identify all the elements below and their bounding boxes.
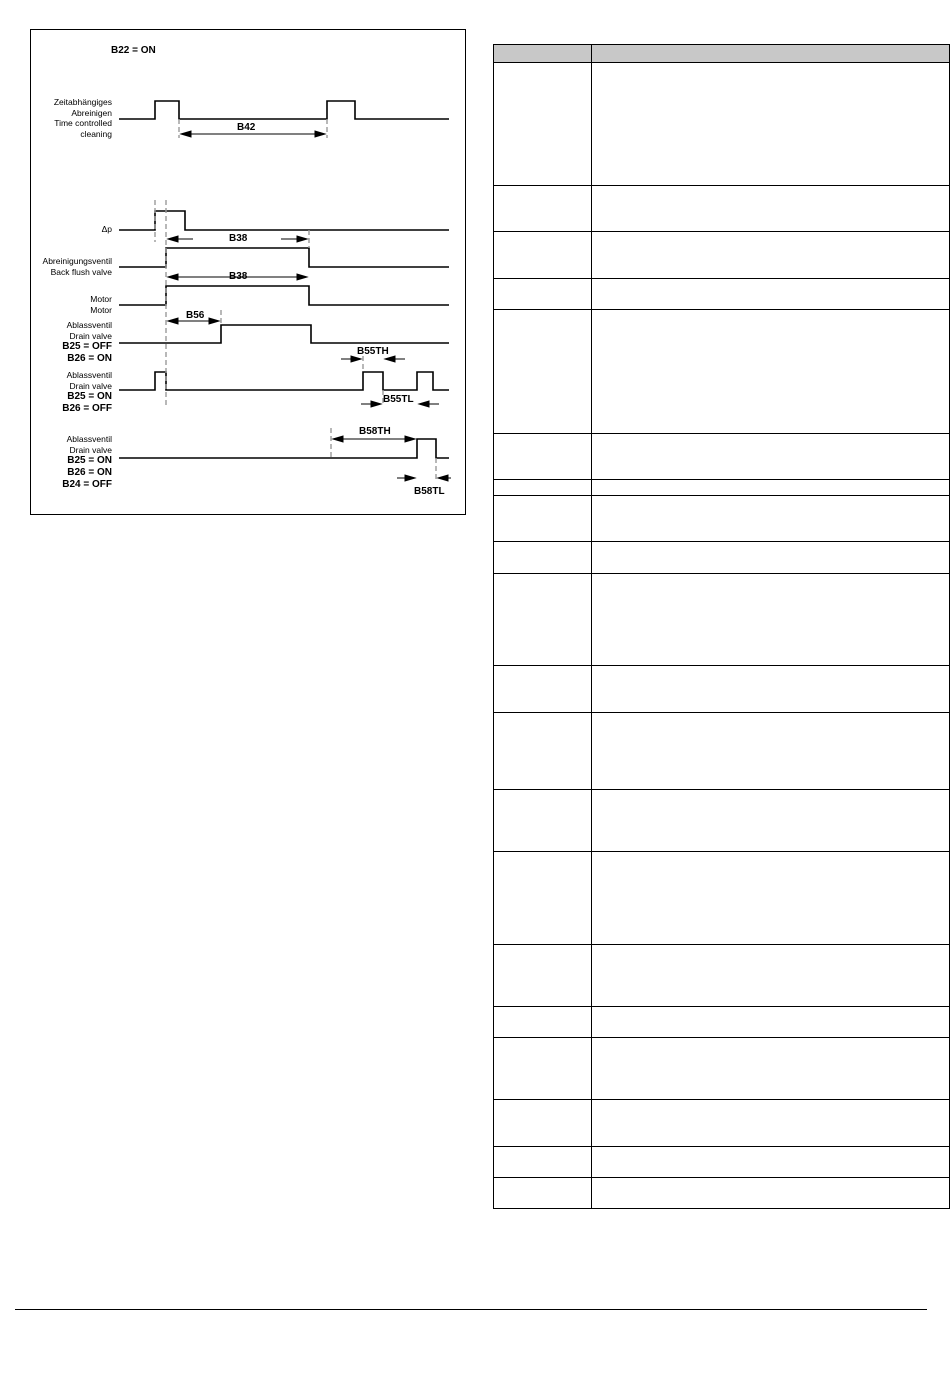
row-label-motor: Motor Motor [90, 294, 112, 315]
table-header-cell [592, 45, 950, 63]
table-header-row [494, 45, 950, 63]
param-b58th: B58TH [359, 426, 391, 437]
trace-drain-1 [119, 325, 449, 343]
param-b55th: B55TH [357, 346, 389, 357]
table-row [494, 232, 950, 279]
table-row [494, 945, 950, 1007]
trace-drain-2 [119, 372, 449, 390]
table-row [494, 1147, 950, 1178]
row-label-time-cleaning: Zeitabhängiges Abreinigen Time controlled cleaning [53, 97, 112, 139]
table-row [494, 790, 950, 852]
row-label-drain-1: Ablassventil Drain valve B25 = OFF B26 = ON [62, 320, 112, 364]
row-label-drain-2: Ablassventil Drain valve B25 = ON B26 = OFF [62, 370, 112, 414]
table-row [494, 496, 950, 542]
param-b55tl: B55TL [383, 394, 414, 405]
param-b56: B56 [186, 310, 205, 321]
row-label-delta-p: Δp [101, 224, 112, 234]
table-row [494, 574, 950, 666]
param-b58tl: B58TL [414, 486, 445, 497]
table-row [494, 310, 950, 434]
table-row [494, 713, 950, 790]
table-row [494, 1178, 950, 1209]
param-b42: B42 [237, 122, 256, 133]
table-row [494, 542, 950, 574]
table-row [494, 1100, 950, 1147]
trace-motor [119, 286, 449, 305]
parameter-table [493, 44, 950, 1209]
table-row [494, 186, 950, 232]
footer-rule [15, 1309, 927, 1310]
trace-time-cleaning [119, 101, 449, 119]
table-header-cell [494, 45, 592, 63]
table-row [494, 852, 950, 945]
timing-diagram [30, 29, 466, 515]
row-label-backflush: Abreinigungsventil Back flush valve [42, 256, 112, 277]
trace-drain-3 [119, 439, 449, 458]
param-b38-b: B38 [229, 271, 248, 282]
trace-backflush [119, 248, 449, 267]
row-label-drain-3: Ablassventil Drain valve B25 = ON B26 = ON B24 = OFF [62, 434, 112, 490]
diagram-title: B22 = ON [111, 45, 156, 56]
table-row [494, 1007, 950, 1038]
trace-delta-p [119, 211, 449, 230]
table-row [494, 1038, 950, 1100]
table-row [494, 480, 950, 496]
table-row [494, 434, 950, 480]
table-row [494, 666, 950, 713]
table-row [494, 63, 950, 186]
param-b38-a: B38 [229, 233, 248, 244]
table-row [494, 279, 950, 310]
